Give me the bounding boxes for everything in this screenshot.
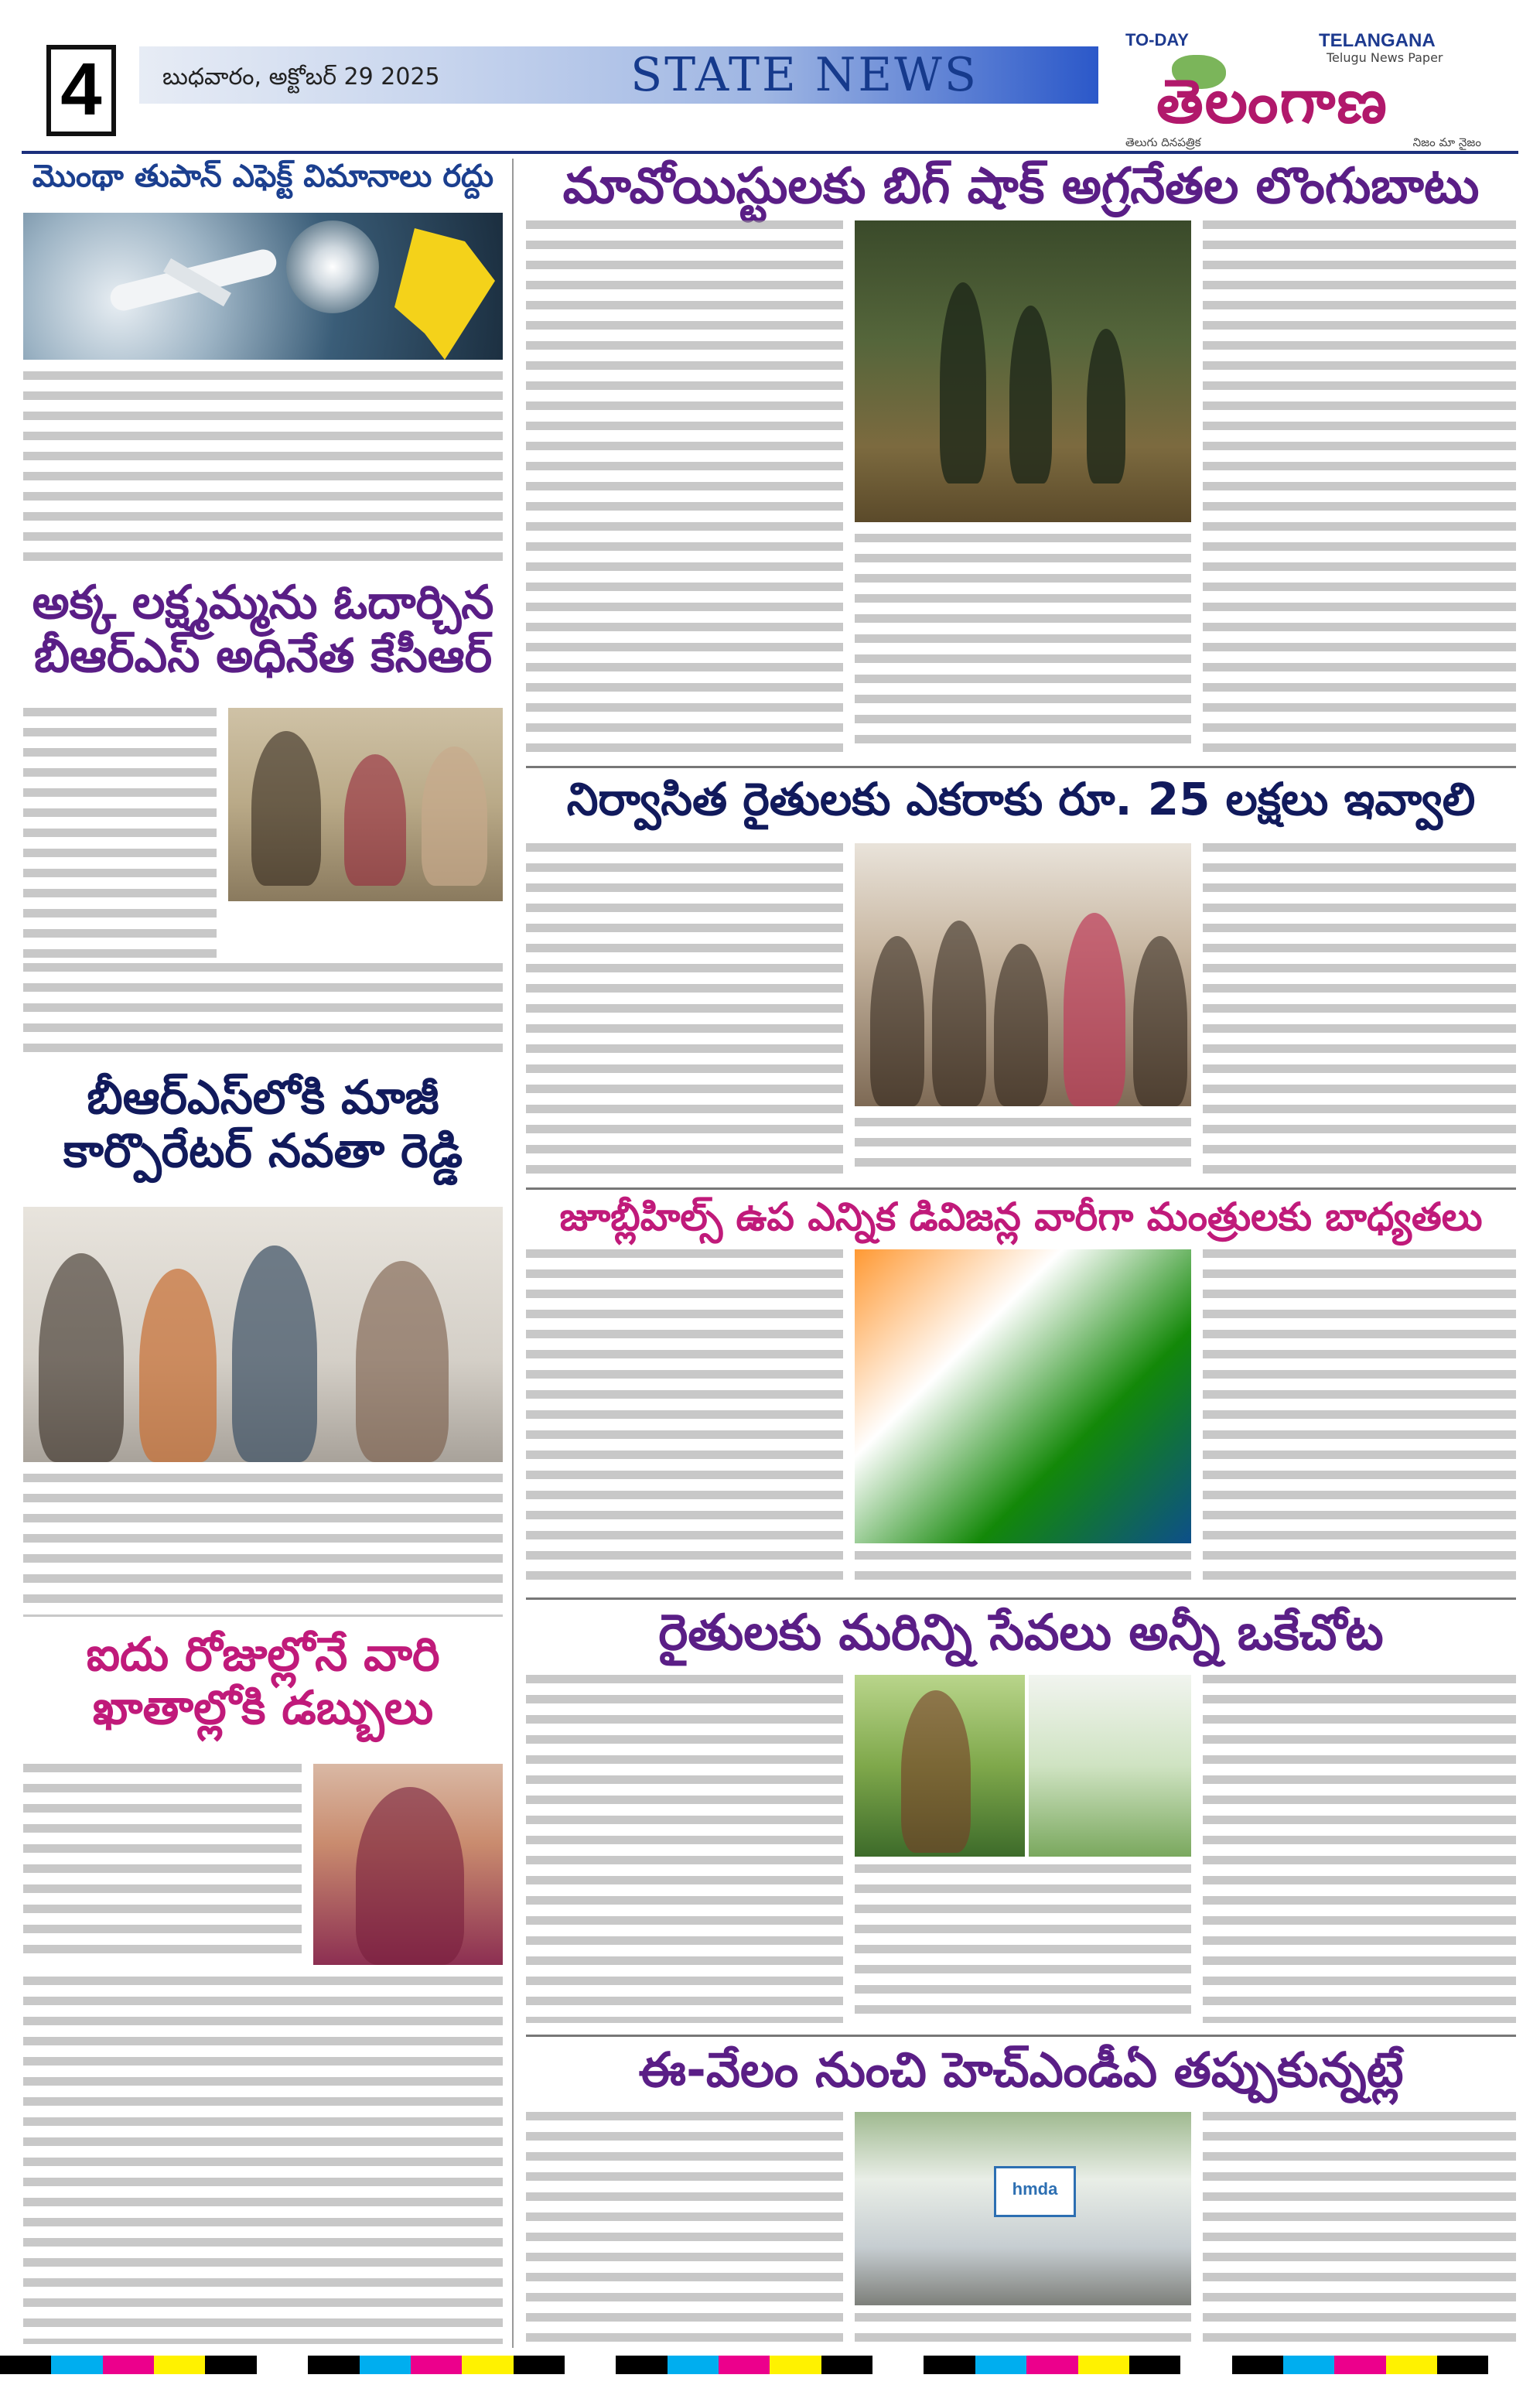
color-swatch xyxy=(821,2356,872,2374)
color-swatch xyxy=(872,2356,924,2374)
person-silhouette xyxy=(356,1787,464,1965)
farmer-services-headline: రైతులకు మరిన్ని సేవలు అన్నీ ఒకేచోట xyxy=(658,1604,1384,1662)
corporator-headline-line1: బీఆర్ఎస్‌లోకి మాజీ xyxy=(87,1071,439,1125)
jubilee-body-text-col3 xyxy=(1203,1249,1516,1586)
column-divider xyxy=(512,159,514,2348)
person-silhouette xyxy=(1064,913,1125,1106)
maoists-body-text-col1 xyxy=(526,220,843,754)
color-swatch xyxy=(565,2356,616,2374)
hmda-photo-caption xyxy=(855,2313,1191,2344)
person-silhouette xyxy=(940,282,986,483)
registration-color-bar xyxy=(0,2356,1540,2374)
kcr-photo xyxy=(228,708,503,901)
logo-tagline: Telugu News Paper xyxy=(1327,50,1443,65)
hmda-body-text-col3 xyxy=(1203,2112,1516,2344)
person-silhouette xyxy=(870,936,924,1106)
person-silhouette xyxy=(251,731,321,886)
color-swatch xyxy=(103,2356,154,2374)
color-swatch xyxy=(1488,2356,1539,2374)
logo-name: తెలంగాణ xyxy=(1156,67,1388,137)
color-swatch xyxy=(1026,2356,1077,2374)
logo-caption-right: నిజం మా నైజం xyxy=(1412,135,1481,149)
color-swatch xyxy=(1129,2356,1180,2374)
color-swatch xyxy=(1283,2356,1334,2374)
person-silhouette xyxy=(1087,329,1125,483)
farmers-photo-caption xyxy=(855,1118,1191,1176)
article-divider xyxy=(526,766,1516,768)
maoists-forest-photo xyxy=(855,220,1191,522)
farmer-services-body-text-col1 xyxy=(526,1675,843,2023)
kcr-headline xyxy=(23,576,503,683)
person-silhouette xyxy=(422,747,487,886)
color-swatch xyxy=(668,2356,719,2374)
color-swatch xyxy=(154,2356,205,2374)
person-silhouette xyxy=(356,1261,449,1462)
five-days-headline-line2: ఖాతాల్లోకి డబ్బులు xyxy=(92,1681,434,1735)
article-divider xyxy=(526,1187,1516,1190)
logo-today: TO-DAY xyxy=(1125,30,1189,50)
farmer-services-body-text-col3 xyxy=(1203,1675,1516,2023)
person-silhouette xyxy=(344,754,406,886)
person-silhouette xyxy=(232,1245,317,1462)
farmers-compensation-headline: నిర్వాసిత రైతులకు ఎకరాకు రూ. 25 లక్షలు ఇవ్వాలి xyxy=(566,773,1476,825)
farmers-body-text-col3 xyxy=(1203,843,1516,1176)
header-divider xyxy=(22,151,1518,154)
farmer-field-photo xyxy=(855,1675,1025,1857)
color-swatch xyxy=(205,2356,256,2374)
corporator-photo xyxy=(23,1207,503,1462)
person-silhouette xyxy=(1009,306,1052,483)
color-swatch xyxy=(1386,2356,1437,2374)
color-swatch xyxy=(51,2356,102,2374)
color-swatch xyxy=(257,2356,308,2374)
color-swatch xyxy=(616,2356,667,2374)
five-days-headline xyxy=(23,1628,503,1735)
five-days-body-text-left xyxy=(23,1764,302,1965)
maoists-body-text-col2 xyxy=(855,534,1191,754)
cyclone-body-text xyxy=(23,371,503,565)
farmers-body-text-col1 xyxy=(526,843,843,1176)
maoists-headline: మావోయిస్టులకు బిగ్ షాక్ అగ్రనేతల లొంగుబాటు xyxy=(562,158,1480,215)
person-silhouette xyxy=(39,1253,124,1462)
color-swatch xyxy=(1232,2356,1283,2374)
article-divider xyxy=(526,2035,1516,2037)
logo-caption-left: తెలుగు దినపత్రిక xyxy=(1125,135,1201,149)
kcr-body-text xyxy=(23,963,503,1060)
color-swatch xyxy=(924,2356,975,2374)
farmer-service-center-photo xyxy=(1029,1675,1191,1857)
congress-flags-photo xyxy=(855,1249,1191,1543)
kcr-headline-line1: అక్క లక్ష్మమ్మను ఓదార్చిన xyxy=(32,576,494,630)
hmda-building-photo xyxy=(855,2112,1191,2305)
corporator-headline xyxy=(23,1071,503,1178)
date: బుధవారం, అక్టోబర్ 29 2025 xyxy=(162,63,440,91)
color-swatch xyxy=(308,2356,359,2374)
cyclone-photo xyxy=(23,213,503,360)
corporator-headline-line2: కార్పొరేటర్ నవతా రెడ్డి xyxy=(63,1124,463,1178)
kcr-headline-line2: బీఆర్ఎస్ అధినేత కేసీఆర్ xyxy=(33,629,493,683)
maoists-body-text-col3 xyxy=(1203,220,1516,754)
cyclone-headline: మొంథా తుపాన్ ఎఫెక్ట్ విమానాలు రద్దు xyxy=(32,159,494,194)
hmda-body-text-col1 xyxy=(526,2112,843,2344)
jubilee-photo-caption xyxy=(855,1551,1191,1586)
person-silhouette xyxy=(994,944,1048,1106)
color-swatch xyxy=(411,2356,462,2374)
logo-telangana: TELANGANA xyxy=(1319,30,1436,51)
color-swatch xyxy=(0,2356,51,2374)
jubilee-body-text-col1 xyxy=(526,1249,843,1586)
color-swatch xyxy=(719,2356,770,2374)
kcr-body-text-left xyxy=(23,708,217,959)
minister-portrait xyxy=(313,1764,503,1965)
andhra-map-graphic xyxy=(394,228,495,360)
color-swatch xyxy=(360,2356,411,2374)
section-title: STATE NEWS xyxy=(630,48,978,102)
five-days-headline-line1: ఐదు రోజుల్లోనే వారి xyxy=(86,1628,440,1682)
corporator-body-text xyxy=(23,1474,503,1617)
color-swatch xyxy=(462,2356,513,2374)
person-silhouette xyxy=(139,1269,217,1462)
farmer-services-body-text-col2 xyxy=(855,1864,1191,2023)
jubilee-headline: జూబ్లీహిల్స్ ఉప ఎన్నిక డివిజన్ల వారీగా మంత్రులకు బాధ్యతలు xyxy=(559,1194,1483,1239)
newspaper-logo xyxy=(1125,27,1489,151)
person-silhouette xyxy=(932,921,986,1106)
color-swatch xyxy=(1437,2356,1488,2374)
five-days-body-text xyxy=(23,1977,503,2344)
hmda-sign-graphic: hmda xyxy=(994,2166,1076,2217)
hmda-headline: ఈ-వేలం నుంచి హెచ్ఎండీఏ తప్పుకున్నట్లే xyxy=(638,2042,1404,2098)
page-number: 4 xyxy=(46,45,116,136)
person-silhouette xyxy=(1133,936,1187,1106)
color-swatch xyxy=(975,2356,1026,2374)
person-silhouette xyxy=(901,1690,971,1853)
farmers-protest-photo xyxy=(855,843,1191,1106)
cyclone-swirl-graphic xyxy=(286,220,379,313)
article-divider xyxy=(526,1597,1516,1600)
color-swatch xyxy=(1334,2356,1385,2374)
color-swatch xyxy=(514,2356,565,2374)
color-swatch xyxy=(1180,2356,1231,2374)
color-swatch xyxy=(1078,2356,1129,2374)
color-swatch xyxy=(770,2356,821,2374)
